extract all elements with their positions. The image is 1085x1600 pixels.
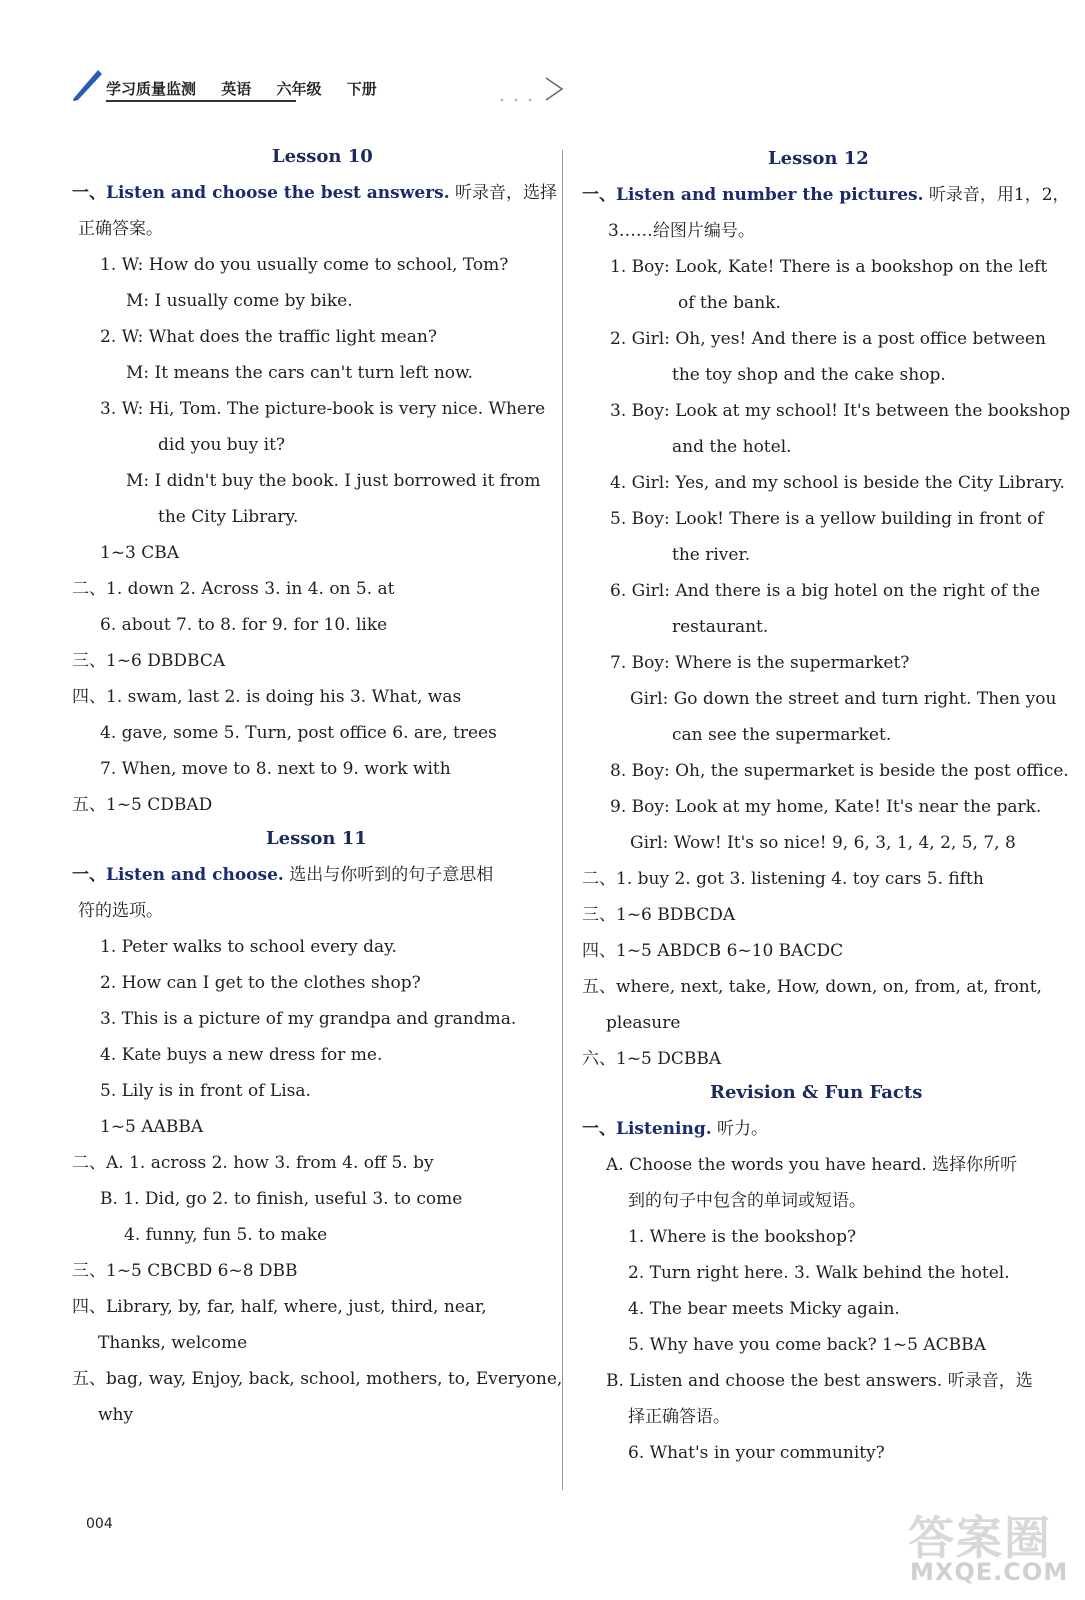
list-item: 到的句子中包含的单词或短语。 [628, 1191, 866, 1211]
watermark-logo [898, 1502, 1068, 1592]
list-item: did you buy it? [158, 435, 286, 455]
list-item: the City Library. [158, 507, 299, 527]
answer-line: pleasure [606, 1013, 681, 1033]
list-item: Girl: Go down the street and turn right. Then you [630, 689, 1057, 709]
answer-line: 三、1~6 DBDBCA [72, 651, 226, 671]
list-item: A. Choose the words you have heard. 选择你所听 [606, 1155, 1018, 1175]
page-header [70, 66, 510, 106]
header-subject: 英语 [221, 80, 252, 98]
lesson12-q1-heading: 一、Listen and number the pictures. 听录音，用1，2， [582, 185, 1070, 205]
list-item: M: It means the cars can't turn left now. [126, 363, 473, 383]
list-item: 6. Girl: And there is a big hotel on the right of the [610, 581, 1041, 601]
answer-line: 五、1~5 CDBAD [72, 795, 213, 815]
list-item: the river. [672, 545, 751, 565]
list-item: and the hotel. [672, 437, 792, 457]
answer-line: Thanks, welcome [98, 1333, 248, 1353]
lesson10-title: Lesson 10 [272, 146, 373, 167]
list-item: 1. Where is the bookshop? [628, 1227, 857, 1247]
list-item: 4. The bear meets Micky again. [628, 1299, 900, 1319]
pen-icon [70, 66, 106, 102]
list-item: can see the supermarket. [672, 725, 892, 745]
header-underline [106, 100, 296, 102]
list-item: 1. Peter walks to school every day. [100, 937, 397, 957]
answer-line: 二、1. down 2. Across 3. in 4. on 5. at [72, 579, 395, 599]
lesson11-title: Lesson 11 [266, 828, 367, 849]
list-item: 3. This is a picture of my grandpa and grandma. [100, 1009, 517, 1029]
header-series: 学习质量监测 [106, 80, 197, 98]
answer-line: 五、where, next, take, How, down, on, from, at, front, [582, 977, 1042, 997]
list-item: 4. Girl: Yes, and my school is beside the City Library. [610, 473, 1065, 493]
answer-line: 六、1~5 DCBBA [582, 1049, 722, 1069]
list-item: 2. W: What does the traffic light mean? [100, 327, 437, 347]
list-item: 5. Boy: Look! There is a yellow building in front of [610, 509, 1044, 529]
answer-line: 二、A. 1. across 2. how 3. from 4. off 5. by [72, 1153, 434, 1173]
list-item: 7. Boy: Where is the supermarket? [610, 653, 910, 673]
lesson10-q1-heading: 一、Listen and choose the best answers. 听录音，选择 [72, 183, 558, 203]
list-item: 2. How can I get to the clothes shop? [100, 973, 421, 993]
answer-line: 三、1~6 BDBCDA [582, 905, 736, 925]
header-volume: 下册 [346, 80, 377, 98]
answer-line: 五、bag, way, Enjoy, back, school, mothers, to, Everyone, [72, 1369, 563, 1389]
revision-heading: 一、Listening. 听力。 [582, 1119, 769, 1139]
column-divider [562, 150, 563, 1490]
list-item: 2. Girl: Oh, yes! And there is a post office between [610, 329, 1046, 349]
lesson12-q1-heading-cont: 3……给图片编号。 [608, 221, 755, 241]
list-item: 9. Boy: Look at my home, Kate! It's near the park. [610, 797, 1042, 817]
header-grade: 六年级 [276, 80, 322, 98]
answer-line: 1~5 AABBA [100, 1117, 204, 1137]
list-item: 5. Lily is in front of Lisa. [100, 1081, 311, 1101]
answer-line: 二、1. buy 2. got 3. listening 4. toy cars 5. fifth [582, 869, 984, 889]
list-item: of the bank. [678, 293, 781, 313]
answer-line: 4. gave, some 5. Turn, post office 6. are, trees [100, 723, 497, 743]
answer-line: B. 1. Did, go 2. to finish, useful 3. to come [100, 1189, 463, 1209]
answer-line: 7. When, move to 8. next to 9. work with [100, 759, 451, 779]
answer-line: why [98, 1405, 134, 1425]
list-item: 2. Turn right here. 3. Walk behind the hotel. [628, 1263, 1010, 1283]
answer-line: 4. funny, fun 5. to make [124, 1225, 328, 1245]
lesson10-q1-heading-cont: 正确答案。 [78, 219, 163, 239]
list-item: Girl: Wow! It's so nice! 9, 6, 3, 1, 4, 2, 5, 7, 8 [630, 833, 1016, 853]
list-item: 1. Boy: Look, Kate! There is a bookshop on the left [610, 257, 1048, 277]
list-item: restaurant. [672, 617, 769, 637]
revision-title: Revision & Fun Facts [710, 1082, 923, 1103]
list-item: 择正确答语。 [628, 1407, 730, 1427]
list-item: 1. W: How do you usually come to school, Tom? [100, 255, 509, 275]
list-item: 4. Kate buys a new dress for me. [100, 1045, 383, 1065]
answer-line: 1~3 CBA [100, 543, 180, 563]
page-number: 004 [86, 1516, 113, 1532]
chevron-right-icon [496, 74, 566, 104]
list-item: B. Listen and choose the best answers. 听录音，选 [606, 1371, 1033, 1391]
list-item: the toy shop and the cake shop. [672, 365, 946, 385]
answer-line: 四、1~5 ABDCB 6~10 BACDC [582, 941, 844, 961]
list-item: 6. What's in your community? [628, 1443, 885, 1463]
lesson12-title: Lesson 12 [768, 148, 869, 169]
watermark-bottom: MXQE.COM [910, 1558, 1069, 1586]
list-item: 5. Why have you come back? 1~5 ACBBA [628, 1335, 986, 1355]
answer-line: 三、1~5 CBCBD 6~8 DBB [72, 1261, 298, 1281]
lesson11-q1-heading: 一、Listen and choose. 选出与你听到的句子意思相 [72, 865, 494, 885]
answer-line: 四、Library, by, far, half, where, just, third, near, [72, 1297, 487, 1317]
watermark-top: 答案圈 [908, 1511, 1052, 1565]
list-item: 8. Boy: Oh, the supermarket is beside the post office. [610, 761, 1069, 781]
list-item: M: I usually come by bike. [126, 291, 353, 311]
answer-line: 四、1. swam, last 2. is doing his 3. What, was [72, 687, 462, 707]
list-item: 3. Boy: Look at my school! It's between the bookshop [610, 401, 1071, 421]
list-item: M: I didn't buy the book. I just borrowed it from [126, 471, 541, 491]
header-title [106, 78, 397, 99]
lesson11-q1-heading-cont: 符的选项。 [78, 901, 163, 921]
list-item: 3. W: Hi, Tom. The picture-book is very nice. Where [100, 399, 546, 419]
answer-line: 6. about 7. to 8. for 9. for 10. like [100, 615, 388, 635]
